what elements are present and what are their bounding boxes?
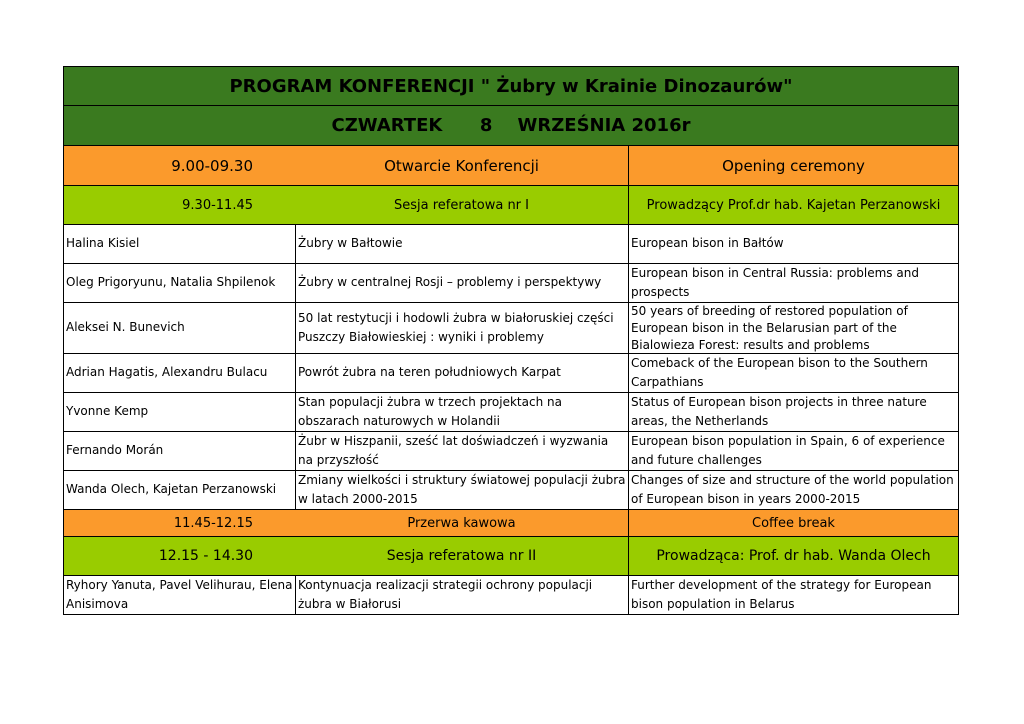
talk-title-pl: Stan populacji żubra w trzech projektach na obszarach naturowych w Holandii bbox=[295, 393, 628, 431]
talk-title-pl: Żubry w Bałtowie bbox=[295, 225, 628, 263]
talk-title-en: 50 years of breeding of restored population of European bison in the Belarusian part of the Bialowieza Forest: results and problems bbox=[628, 303, 958, 353]
talk-title-pl: Żubry w centralnej Rosji – problemy i perspektywy bbox=[295, 264, 628, 302]
talk-row bbox=[63, 264, 959, 303]
program-title: PROGRAM KONFERENCJI " Żubry w Krainie Dinozaurów" bbox=[64, 67, 958, 105]
session1-title-pl: Sesja referatowa nr I bbox=[393, 197, 529, 213]
talk-title-en: Status of European bison projects in three nature areas, the Netherlands bbox=[628, 393, 958, 431]
session2-row bbox=[63, 537, 959, 576]
session2-time: 12.15 - 14.30 bbox=[158, 548, 253, 564]
talk-author: Ryhory Yanuta, Pavel Velihurau, Elena Anisimova bbox=[66, 577, 293, 611]
session2-chair: Prowadząca: Prof. dr hab. Wanda Olech bbox=[628, 537, 958, 575]
talk-author: Wanda Olech, Kajetan Perzanowski bbox=[66, 482, 277, 497]
talk-title-en: European bison population in Spain, 6 of experience and future challenges bbox=[628, 432, 958, 470]
coffee-title-en: Coffee break bbox=[628, 510, 958, 536]
talk-row bbox=[63, 393, 959, 432]
talk-author: Oleg Prigoryunu, Natalia Shpilenok bbox=[66, 275, 276, 290]
talk-title-pl: Kontynuacja realizacji strategii ochrony populacji żubra w Białorusi bbox=[295, 576, 628, 614]
talk-row bbox=[63, 303, 959, 354]
talk-author: Fernando Morán bbox=[66, 443, 164, 458]
talk-row bbox=[63, 354, 959, 393]
program-table bbox=[63, 66, 959, 615]
talk-author: Aleksei N. Bunevich bbox=[66, 320, 185, 335]
session1-row bbox=[63, 186, 959, 225]
opening-time: 9.00-09.30 bbox=[171, 156, 253, 175]
opening-row bbox=[63, 146, 959, 186]
coffee-row bbox=[63, 510, 959, 537]
opening-title-en: Opening ceremony bbox=[628, 146, 958, 185]
talk-title-en: Changes of size and structure of the world population of European bison in years 2000-2015 bbox=[628, 471, 958, 509]
coffee-time: 11.45-12.15 bbox=[173, 515, 253, 531]
talk-title-pl: Zmiany wielkości i struktury światowej populacji żubra w latach 2000-2015 bbox=[295, 471, 628, 509]
talk-author: Adrian Hagatis, Alexandru Bulacu bbox=[66, 365, 268, 380]
talk-title-pl: 50 lat restytucji i hodowli żubra w białoruskiej części Puszczy Białowieskiej : wyniki i problemy bbox=[295, 303, 628, 353]
session1-chair: Prowadzący Prof.dr hab. Kajetan Perzanowski bbox=[628, 186, 958, 224]
date-row bbox=[63, 106, 959, 146]
talk-row bbox=[63, 576, 959, 615]
talk-row bbox=[63, 432, 959, 471]
talk-row bbox=[63, 471, 959, 510]
coffee-title-pl: Przerwa kawowa bbox=[407, 515, 516, 531]
talk-title-en: Further development of the strategy for European bison population in Belarus bbox=[628, 576, 958, 614]
session2-title-pl: Sesja referatowa nr II bbox=[386, 548, 537, 564]
conference-date: CZWARTEK 8 WRZEŚNIA 2016r bbox=[64, 106, 958, 145]
talk-title-en: European bison in Central Russia: problems and prospects bbox=[628, 264, 958, 302]
talk-row bbox=[63, 225, 959, 264]
talk-title-pl: Powrót żubra na teren południowych Karpat bbox=[295, 354, 628, 392]
talk-title-en: Comeback of the European bison to the Southern Carpathians bbox=[628, 354, 958, 392]
talk-author: Yvonne Kemp bbox=[66, 404, 149, 419]
title-row bbox=[63, 66, 959, 106]
session1-time: 9.30-11.45 bbox=[182, 197, 253, 213]
talk-title-en: European bison in Bałtów bbox=[628, 225, 958, 263]
opening-title-pl: Otwarcie Konferencji bbox=[384, 156, 539, 175]
talk-author: Halina Kisiel bbox=[66, 236, 140, 251]
talk-title-pl: Żubr w Hiszpanii, sześć lat doświadczeń i wyzwania na przyszłość bbox=[295, 432, 628, 470]
